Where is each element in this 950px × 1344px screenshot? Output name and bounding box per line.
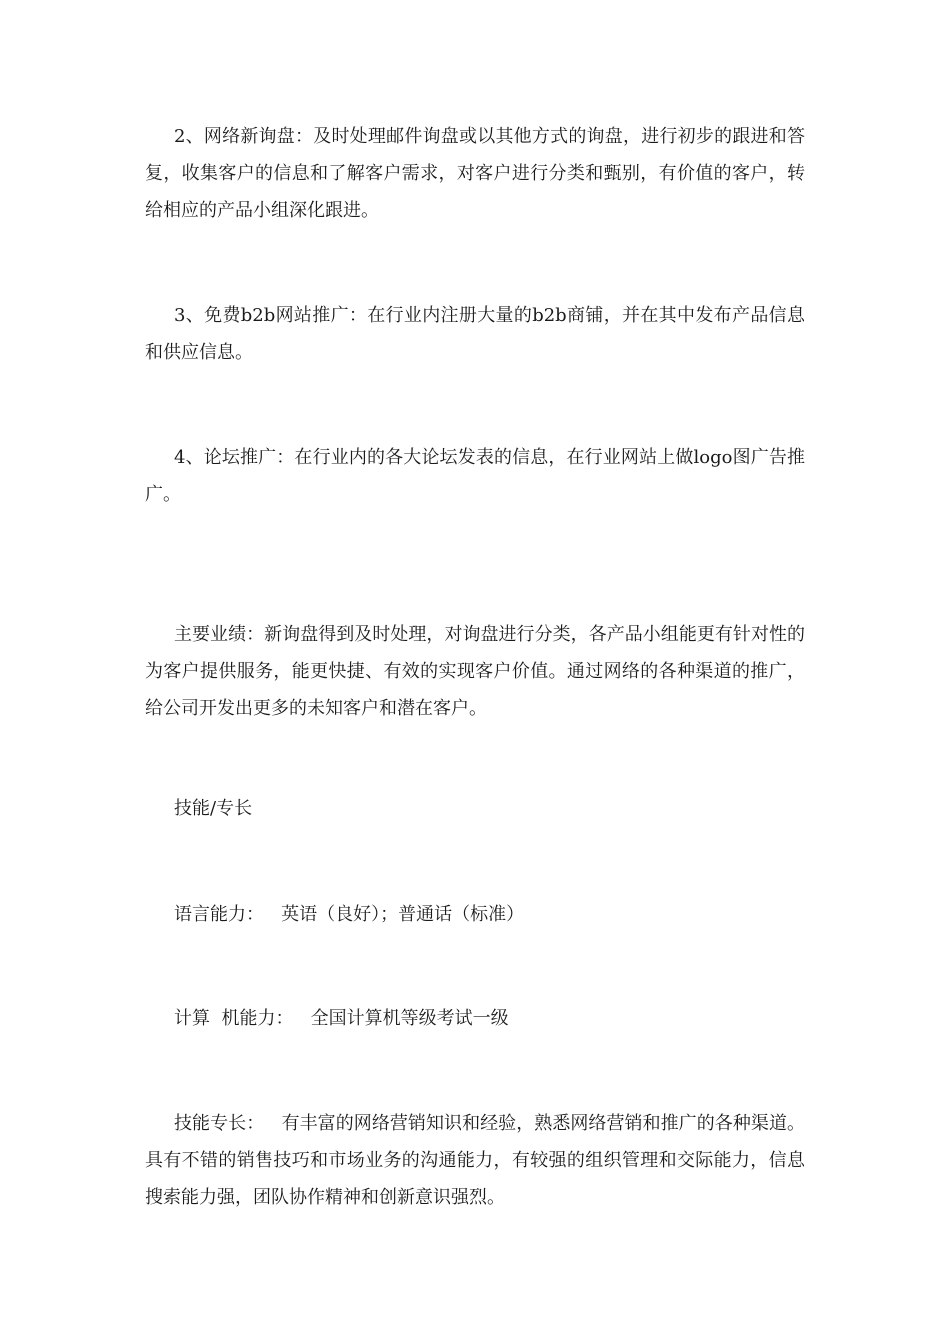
paragraph-forum-promotion: 4、论坛推广：在行业内的各大论坛发表的信息，在行业网站上做logo图广告推广。 <box>145 447 805 505</box>
paragraph-main-achievements: 主要业绩：新询盘得到及时处理，对询盘进行分类，各产品小组能更有针对性的为客户提供服务，能更快捷、有效的实现客户价值。通过网络的各种渠道的推广，给公司开发出更多的未知客户和潜在客户。 <box>145 624 805 719</box>
section-heading-skills: 技能/专长 <box>174 798 253 819</box>
paragraph-online-inquiry: 2、网络新询盘：及时处理邮件询盘或以其他方式的询盘，进行初步的跟进和答复，收集客户的信息和了解客户需求，对客户进行分类和甄别，有价值的客户，转给相应的产品小组深化跟进。 <box>145 126 805 221</box>
paragraph-language-ability: 语言能力： 英语（良好）；普通话（标准） <box>174 904 525 925</box>
paragraph-computer-ability: 计算 机能力： 全国计算机等级考试一级 <box>174 1008 509 1029</box>
paragraph-b2b-promotion: 3、免费b2b网站推广：在行业内注册大量的b2b商铺，并在其中发布产品信息和供应信息。 <box>145 305 805 363</box>
paragraph-skill-specialty: 技能专长： 有丰富的网络营销知识和经验，熟悉网络营销和推广的各种渠道。具有不错的销售技巧和市场业务的沟通能力，有较强的组织管理和交际能力，信息搜索能力强，团队协作精神和创新意识强烈。 <box>145 1113 805 1208</box>
